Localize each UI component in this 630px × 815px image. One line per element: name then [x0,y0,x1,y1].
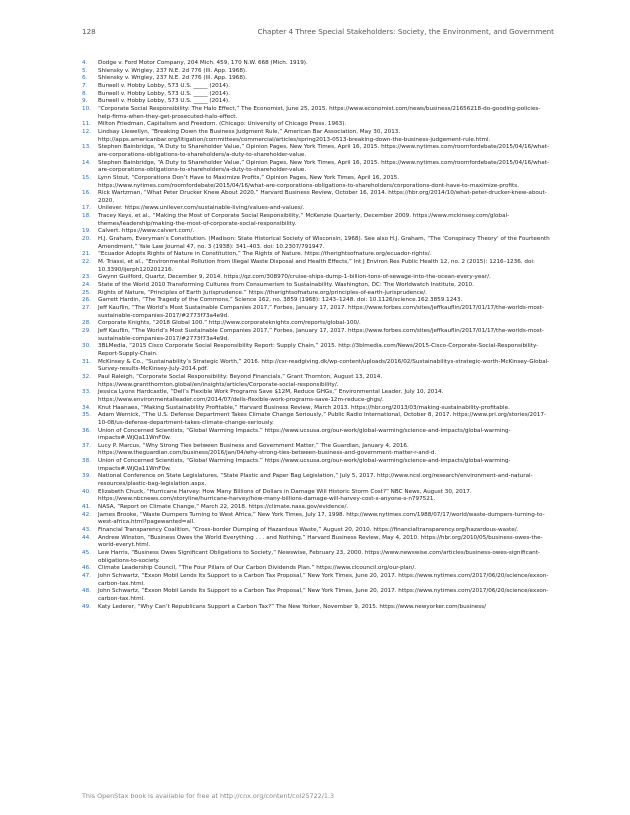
endnote-item [82,282,554,290]
endnote-number: 38. [82,458,91,465]
endnote-item [82,428,554,443]
endnote-item [82,504,554,512]
endnote-item [82,328,554,343]
endnote-text: M. Triassi, et al., “Environmental Pollution from Illegal Waste Disposal and Health Effects,” Int J Environ Res Public Health 12, no. 2 (2015): 1216–1236. doi: 10.3390/ijerph120201216. [98,259,535,273]
endnote-text: Adam Wernick, “The U.S. Defense Department Takes Climate Change Seriously,” Public Radio International, October 8, 2017. https://www.pri.org/stories/2017-10-08/us-defense-department-takes-climate-change-seriously. [98,412,546,426]
endnote-number: 28. [82,320,91,327]
endnote-item [82,106,554,121]
endnote-item [82,83,554,91]
endnote-number: 45. [82,550,91,556]
endnote-number: 16. [82,190,91,197]
endnote-number: 29. [82,327,91,334]
endnote-text: Unilever. https://www.unilever.com/sustainable-living/values-and-values/. [98,205,305,212]
endnote-item [82,374,554,389]
endnote-number: 47. [82,572,91,579]
endnote-number: 14. [82,159,91,166]
endnote-item [82,573,554,588]
endnote-item [82,213,554,228]
endnote-item [82,228,554,236]
endnote-text: Shlensky v. Wrigley, 237 N.E. 2d 776 (Ill. App. 1968). [98,67,247,74]
endnote-item [82,160,554,175]
endnote-text: John Schwartz, “Exxon Mobil Lends Its Support to a Carbon Tax Proposal,” New York Times, June 20, 2017. https://www.nytimes.com/2017/06/20/science/exxon-carbon-tax.html. [98,572,549,587]
endnote-item [82,305,554,320]
endnote-text: Dodge v. Ford Motor Company, 204 Mich. 459, 170 N.W. 668 (Mich. 1919). [98,60,308,66]
endnote-text: Andrew Winston, “Business Owes the World Everything . . . and Nothing,” Harvard Business Review, May 4, 2010. https://hbr.org/2010/05/business-owes-the-world-everyt.html. [98,534,543,549]
endnote-item [82,121,554,129]
endnote-number: 32. [82,373,91,380]
endnote-item [82,489,554,504]
endnote-number: 23. [82,274,91,281]
endnote-number: 46. [82,565,91,572]
endnote-text: James Brooke, “Waste Dumpers Turning to West Africa,” New York Times, July 17, 1998. http://www.nytimes.com/1988/07/17/world/waste-dumpers-turning-to-west-africa.html?pagewanted=all. [98,511,545,526]
endnote-number: 19. [82,228,91,235]
endnote-text: Lew Harris, “Business Owes Significant Obligations to Society,” Newswise, February 23, 2000. https://www.newswise.com/articles/business-owes-significant-obligations-to-society. [98,550,540,564]
endnote-number: 10. [82,105,91,112]
endnote-number: 9. [82,98,88,105]
endnote-item [82,290,554,298]
endnote-item [82,60,554,68]
endnote-number: 39. [82,473,91,480]
endnote-text: “Ecuador Adopts Rights of Nature in Constitution,” The Rights of Nature. https://therightsofnature.org/ecuador-rights/. [98,251,432,258]
endnote-text: Burwell v. Hobby Lobby, 573 U.S. _____ (2014). [98,82,230,89]
endnote-number: 13. [82,144,91,151]
endnote-text: Union of Concerned Scientists, “Global Warming Impacts.” https://www.ucsusa.org/our-work/global-warming/science-and-impacts/global-warming-impacts#.WjQa11WnF0w. [98,427,511,442]
endnote-text: Stephen Bainbridge, “A Duty to Shareholder Value,” Opinion Pages, New York Times, April 16, 2015. https://www.nytimes.com/roomfordebate/2015/04/16/what-are-corporations-obligations-to-shareholders/a-duty-to-shareholder-value. [98,159,549,174]
endnote-number: 4. [82,60,88,66]
endnote-item [82,251,554,259]
endnote-number: 18. [82,213,91,220]
endnote-number: 27. [82,305,91,311]
endnote-number: 33. [82,389,91,396]
endnote-item [82,91,554,99]
page-header [82,27,554,39]
endnote-item [82,527,554,535]
endnote-text: Stephen Bainbridge, “A Duty to Shareholder Value,” Opinion Pages, New York Times, April 16, 2015. https://www.nytimes.com/roomfordebate/2015/04/16/what-are-corporations-obligations-to-shareholders/a-duty-to-shareholder-value. [98,144,549,158]
endnote-text: Lucy P. Marcus, “Why Strong Ties between Business and Government Matter,” The Guardian, January 4, 2016. https://www.theguardian.com/business/2016/jan/04/why-strong-ties-between-business-and-government-matter-r-and-d. [98,442,437,457]
endnote-text: Corporate Knights, “2018 Global 100.” http://www.corporateknights.com/reports/global-100/. [98,320,361,327]
endnote-text: Climate Leadership Council, “The Four Pillars of Our Carbon Dividends Plan.” https://www.clcouncil.org/our-plan/. [98,565,417,572]
endnote-item [82,389,554,404]
endnote-number: 21. [82,251,91,258]
endnote-text: Calvert. https://www.calvert.com/. [98,228,195,235]
endnote-item [82,205,554,213]
endnote-number: 24. [82,282,91,289]
endnote-item [82,359,554,374]
page-footer: This OpenStax book is available for free at http://cnx.org/content/col25722/1.3 [82,792,335,800]
endnote-item [82,412,554,427]
endnote-number: 41. [82,504,91,511]
endnote-number: 34. [82,404,91,411]
endnote-text: Milton Friedman, Capitalism and Freedom. (Chicago: University of Chicago Press. 1963). [98,121,347,128]
endnote-item [82,458,554,473]
endnote-item [82,236,554,251]
endnote-item [82,144,554,159]
endnote-number: 44. [82,534,91,541]
endnote-text: Lindsay Llewellyn, “Breaking Down the Business Judgment Rule,” American Bar Association, May 30, 2013. http://apps.americanbar.org/litigation/committees/commercial/articles/spring2013-0513-breaking-down-the-business-judgement-rule.html. [98,128,491,143]
endnote-item [82,565,554,573]
endnote-number: 49. [82,603,91,610]
endnote-item [82,129,554,144]
endnote-item [82,443,554,458]
endnote-item [82,320,554,328]
endnote-number: 40. [82,488,91,495]
endnote-text: Jeff Kauflin, “The World’s Most Sustainable Companies 2017,” Forbes, January 17, 2017. https://www.forbes.com/sites/jeffkauflin/2017/01/17/the-worlds-most-sustainable-companies-2017/#2773f73a4e9d. [98,305,544,319]
endnotes-list [82,60,554,611]
endnote-number: 11. [82,121,91,128]
endnote-text: Burwell v. Hobby Lobby, 573 U.S. _____ (2014). [98,98,230,105]
endnote-number: 37. [82,442,91,449]
endnote-text: Jessica Lyons Hardcastle, “Dell’s Flexible Work Programs Save $12M, Reduce GHGs,” Environmental Leader, July 10, 2014. https://www.environmentalleader.com/2014/07/dells-flexible-work-programs-save-12m-reduce-ghgs/. [98,389,444,403]
endnote-text: Garrett Hardin, “The Tragedy of the Commons,” Science 162, no. 3859 (1968): 1243–1248. doi: 10.1126/science.162.3859.1243. [98,297,463,304]
endnote-item [82,274,554,282]
endnote-number: 7. [82,82,88,89]
endnote-text: Katy Lederer, “Why Can’t Republicans Support a Carbon Tax?” The New Yorker, November 9, 2015. https://www.newyorker.com/business/ [98,603,487,610]
endnote-number: 12. [82,128,91,135]
endnote-text: Rights of Nature, “Principles of Earth Jurisprudence.” https://therightsofnature.org/principles-of-earth-jurisprudence/. [98,289,427,296]
endnote-number: 20. [82,236,91,243]
endnote-number: 42. [82,511,91,518]
endnote-item [82,604,554,612]
endnote-text: NASA, “Report on Climate Change,” March 22, 2018. https://climate.nasa.gov/evidence/. [98,504,349,511]
endnote-number: 30. [82,343,91,350]
endnote-item [82,259,554,274]
endnote-item [82,473,554,488]
endnote-text: Shlensky v. Wrigley, 237 N.E. 2d 776 (Ill. App. 1968). [98,75,247,82]
endnote-text: Elizabeth Chuck, “Hurricane Harvey: How Many Billions of Dollars in Damage Will Historic Storm Cost?” NBC News, August 30, 2017. https://www.nbcnews.com/storyline/hurricane-harvey/how-many-billions-damage-will-harvey-cost-s-anyone-s-n797521. [98,488,472,503]
endnote-item [82,405,554,413]
endnote-text: Union of Concerned Scientists, “Global Warming Impacts.” https://www.ucsusa.org/our-work/global-warming/science-and-impacts/global-warming-impacts#.WjQa11WnF0w. [98,458,511,472]
endnote-text: Gwynn Guilford, Quartz, December 9, 2014. https://qz.com/308970/cruise-ships-dump-1-billion-tons-of-sewage-into-the-ocean-every-year/. [98,274,491,281]
endnote-text: Burwell v. Hobby Lobby, 573 U.S. _____ (2014). [98,90,230,97]
endnote-text: “Corporate Social Responsibility: The Halo Effect,” The Economist, June 25, 2015. https://www.economist.com/news/business/21656218-do-gooding-policies-help-firms-when-they-get-prosecuted-halo-effect. [98,105,541,120]
endnote-item [82,343,554,358]
endnote-text: Rick Wartzman, “What Peter Drucker Knew About 2020,” Harvard Business Review, October 16, 2014. https://hbr.org/2014/10/what-peter-drucker-knew-about-2020. [98,190,547,204]
endnote-item [82,75,554,83]
endnote-number: 48. [82,588,91,595]
endnote-text: Financial Transparency Coalition, “Cross-border Dumping of Hazardous Waste,” August 20, 2010. https://financialtransparency.org/hazardous-waste/. [98,527,519,534]
endnote-item [82,190,554,205]
endnote-item [82,588,554,603]
chapter-title: Chapter 4 Three Special Stakeholders: Society, the Environment, and Government [257,27,554,36]
endnote-text: State of the World 2010 Transforming Cultures from Consumerism to Sustainability. Washington, DC: The Worldwatch Institute, 2010. [98,282,474,289]
endnote-number: 35. [82,412,91,419]
endnote-item [82,68,554,76]
endnote-number: 5. [82,67,88,74]
page-number: 128 [82,27,96,36]
endnote-number: 6. [82,75,88,82]
endnote-text: H.J. Graham, Everyman’s Constitution. (Madison: State Historical Society of Wisconsin, 1968). See also H.J. Graham, “The ‘Conspiracy Theory’ of the Fourteenth Amendment,” Yale Law Journal 47, no. 3 (1938): 341–403. doi: 10.2307/791947. [98,236,550,250]
endnote-item [82,297,554,305]
endnote-number: 17. [82,205,91,212]
endnote-number: 25. [82,289,91,296]
endnote-text: 3BLMedia, “2015 Cisco Corporate Social Responsibility Report: Supply Chain,” 2015. http://3blmedia.com/News/2015-Cisco-Corporate-Social-Responsibility-Report-Supply-Chain. [98,343,539,357]
endnote-number: 43. [82,527,91,534]
endnote-number: 26. [82,297,91,304]
endnote-text: Jeff Kauflin, “The World’s Most Sustainable Companies 2017,” Forbes, January 17, 2017. https://www.forbes.com/sites/jeffkauflin/2017/01/17/the-worlds-most-sustainable-companies-2017/#2773f73a4e9d. [98,327,544,342]
endnote-number: 36. [82,427,91,434]
endnote-number: 22. [82,259,91,266]
endnote-text: Lynn Stout, “Corporations Don’t Have to Maximize Profits,” Opinion Pages, New York Times, April 16, 2015. https://www.nytimes.com/roomfordebate/2015/04/16/what-are-corporations-obligations-to-shareholders/corporations-dont-have-to-maximize-profits. [98,174,519,189]
endnote-number: 15. [82,174,91,181]
endnote-text: National Conference on State Legislatures, “State Plastic and Paper Bag Legislation,” July 5, 2017. http://www.ncsl.org/research/environment-and-natural-resources/plastic-bag-legislation.aspx. [98,473,533,488]
endnote-item [82,175,554,190]
endnote-text: Paul Raleigh, “Corporate Social Responsibility: Beyond Financials,” Grant Thornton, August 13, 2014. https://www.grantthornton.global/en/insights/articles/Corporate-social-responsibility/. [98,373,383,388]
endnote-number: 31. [82,358,91,365]
endnote-item [82,535,554,550]
endnote-text: Tracey Keys, et al., “Making the Most of Corporate Social Responsibility,” McKenzie Quarterly, December 2009. https://www.mckinsey.com/global-themes/leadership/making-the-most-of-corporate-social-responsibility. [98,213,510,227]
endnote-text: John Schwartz, “Exxon Mobil Lends Its Support to a Carbon Tax Proposal,” New York Times, June 20, 2017. https://www.nytimes.com/2017/06/20/science/exxon-carbon-tax.html. [98,588,549,602]
endnote-text: Knut Haanaes, “Making Sustainability Profitable,” Harvard Business Review, March 2013. https://hbr.org/2013/03/making-sustainability-profitable. [98,404,510,411]
endnote-item [82,512,554,527]
endnote-text: McKinsey & Co., “Sustainability’s Strategic Worth,” 2016. http://csr-readgiving.dk/wp-content/uploads/2016/02/Sustainabilitys-strategic-worth-McKinsey-Global-Survey-results-McKinsey-July-2014.pdf. [98,358,550,373]
endnote-number: 8. [82,90,88,97]
endnote-item [82,550,554,565]
endnote-item [82,98,554,106]
